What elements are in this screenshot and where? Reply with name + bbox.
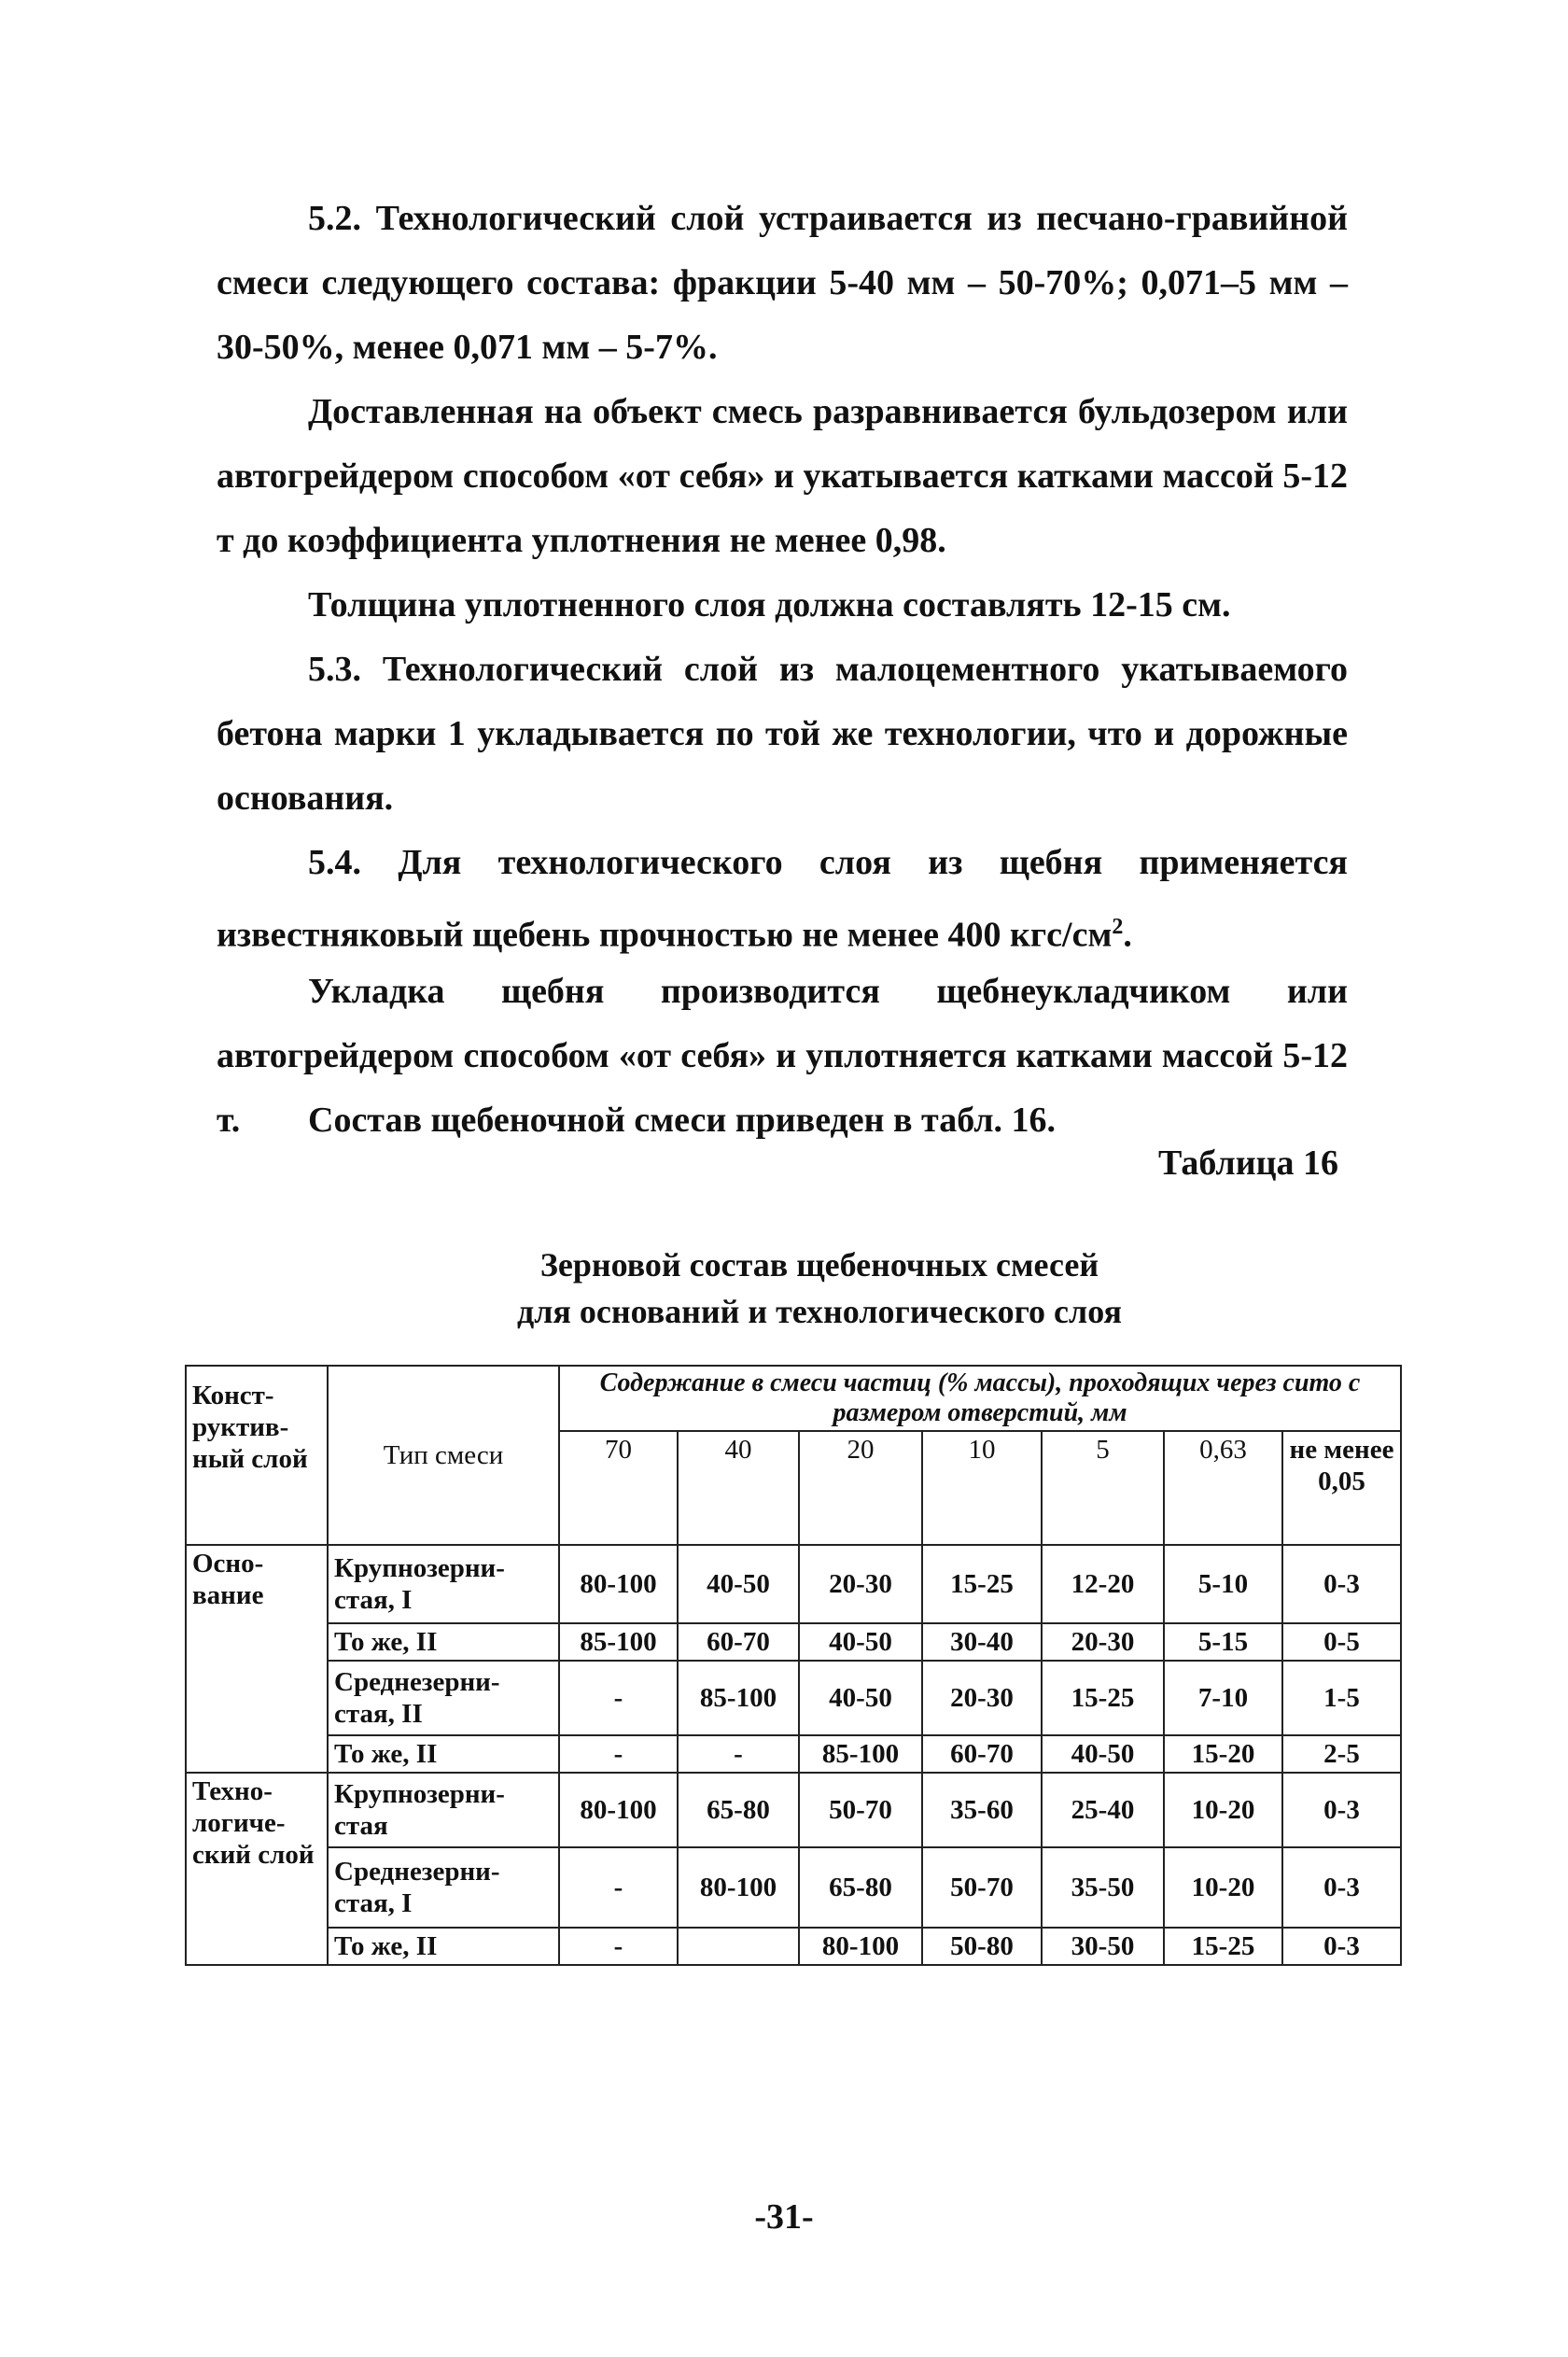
- value-cell: 20-30: [799, 1545, 922, 1623]
- value-cell: 50-80: [922, 1928, 1042, 1965]
- mix-type-cell: То же, II: [328, 1735, 559, 1773]
- paragraph-5-2: 5.2. Технологический слой устраивается из песчано-гравийной смеси следующего состава: фракции 5-40 мм – 50-70%; 0,071–5 мм – 30-50%, менее 0,071 мм – 5-7%.: [217, 199, 1348, 367]
- table-title: Зерновой состав щебеночных смесей для оснований и технологического слоя: [517, 1246, 1122, 1330]
- value-cell: 1-5: [1282, 1661, 1401, 1735]
- value-cell: -: [559, 1735, 678, 1773]
- grain-composition-table: [185, 1365, 1402, 1966]
- paragraph-thickness: Толщина уплотненного слоя должна составлять 12-15 см.: [308, 585, 1231, 624]
- value-cell: 0-3: [1282, 1773, 1401, 1847]
- value-cell: 50-70: [799, 1773, 922, 1847]
- table-row: [186, 1545, 1401, 1623]
- value-cell: 15-20: [1164, 1735, 1282, 1773]
- table-row: [186, 1847, 1401, 1928]
- value-cell: 85-100: [559, 1623, 678, 1661]
- value-cell: 25-40: [1042, 1773, 1164, 1847]
- sieve-header: 70: [559, 1431, 678, 1545]
- layer-cell: Осно-вание: [186, 1545, 328, 1773]
- sieve-header: 0,63: [1164, 1431, 1282, 1545]
- mix-type-cell: Среднезерни-стая, II: [328, 1661, 559, 1735]
- value-cell: 60-70: [922, 1735, 1042, 1773]
- value-cell: 40-50: [678, 1545, 799, 1623]
- value-cell: 30-50: [1042, 1928, 1164, 1965]
- sieve-header: 10: [922, 1431, 1042, 1545]
- header-layer: Конст-руктив-ный слой: [186, 1366, 328, 1545]
- table-row: [186, 1735, 1401, 1773]
- value-cell: 80-100: [678, 1847, 799, 1928]
- value-cell: 0-3: [1282, 1545, 1401, 1623]
- table-row: [186, 1928, 1401, 1965]
- superscript-2: 2: [1112, 915, 1124, 939]
- value-cell: [678, 1928, 799, 1965]
- table-row: [186, 1623, 1401, 1661]
- value-cell: 0-3: [1282, 1847, 1401, 1928]
- value-cell: 40-50: [1042, 1735, 1164, 1773]
- value-cell: 50-70: [922, 1847, 1042, 1928]
- value-cell: 35-60: [922, 1773, 1042, 1847]
- value-cell: -: [559, 1661, 678, 1735]
- value-cell: 80-100: [559, 1773, 678, 1847]
- value-cell: 60-70: [678, 1623, 799, 1661]
- mix-type-cell: Среднезерни-стая, I: [328, 1847, 559, 1928]
- value-cell: 10-20: [1164, 1773, 1282, 1847]
- table-row: [186, 1661, 1401, 1735]
- mix-type-cell: Крупнозерни-стая: [328, 1773, 559, 1847]
- mix-type-cell: Крупнозерни-стая, I: [328, 1545, 559, 1623]
- value-cell: 15-25: [1042, 1661, 1164, 1735]
- paragraph-laying: Укладка щебня производится щебнеукладчиком или автогрейдером способом «от себя» и уплотняется катками массой 5-12 т.: [217, 972, 1348, 1140]
- table-number-label: Таблица 16: [1157, 1143, 1338, 1183]
- value-cell: -: [559, 1928, 678, 1965]
- layer-cell: Техно-логиче-ский слой: [186, 1773, 328, 1965]
- paragraph-5-4: 5.4. Для технологического слоя из щебня применяется известняковый щебень прочностью не менее 400 кгс/$см^2$.: [217, 843, 1348, 955]
- value-cell: 85-100: [799, 1735, 922, 1773]
- paragraph-delivered-mix: Доставленная на объект смесь разравнивается бульдозером или автогрейдером способом «от себя» и укатывается катками массой 5-12 т до коэффициента уплотнения не менее 0,98.: [217, 392, 1348, 560]
- value-cell: 80-100: [799, 1928, 922, 1965]
- value-cell: 35-50: [1042, 1847, 1164, 1928]
- mix-type-cell: То же, II: [328, 1623, 559, 1661]
- value-cell: 0-5: [1282, 1623, 1401, 1661]
- value-cell: 40-50: [799, 1623, 922, 1661]
- paragraph-composition-ref: Состав щебеночной смеси приведен в табл. 16.: [308, 1101, 1057, 1140]
- table-row: [186, 1773, 1401, 1847]
- sieve-header: 40: [678, 1431, 799, 1545]
- sieve-header: не менее 0,05: [1282, 1431, 1401, 1545]
- value-cell: 80-100: [559, 1545, 678, 1623]
- value-cell: 40-50: [799, 1661, 922, 1735]
- value-cell: 65-80: [678, 1773, 799, 1847]
- value-cell: -: [678, 1735, 799, 1773]
- value-cell: 2-5: [1282, 1735, 1401, 1773]
- value-cell: 5-15: [1164, 1623, 1282, 1661]
- value-cell: 15-25: [922, 1545, 1042, 1623]
- value-cell: 65-80: [799, 1847, 922, 1928]
- value-cell: 12-20: [1042, 1545, 1164, 1623]
- value-cell: 85-100: [678, 1661, 799, 1735]
- header-mix-type: Тип смеси: [328, 1366, 559, 1545]
- sieve-header: 20: [799, 1431, 922, 1545]
- sieve-header: 5: [1042, 1431, 1164, 1545]
- mix-type-cell: То же, II: [328, 1928, 559, 1965]
- value-cell: -: [559, 1847, 678, 1928]
- value-cell: 20-30: [922, 1661, 1042, 1735]
- paragraph-5-3: 5.3. Технологический слой из малоцементного укатываемого бетона марки 1 укладывается по той же технологии, что и дорожные основания.: [217, 650, 1348, 818]
- header-content: Содержание в смеси частиц (% массы), проходящих через сито с размером отверстий, мм: [559, 1366, 1401, 1431]
- value-cell: 7-10: [1164, 1661, 1282, 1735]
- value-cell: 15-25: [1164, 1928, 1282, 1965]
- value-cell: 10-20: [1164, 1847, 1282, 1928]
- value-cell: 0-3: [1282, 1928, 1401, 1965]
- value-cell: 30-40: [922, 1623, 1042, 1661]
- value-cell: 5-10: [1164, 1545, 1282, 1623]
- value-cell: 20-30: [1042, 1623, 1164, 1661]
- page-number: -31-: [754, 2197, 814, 2237]
